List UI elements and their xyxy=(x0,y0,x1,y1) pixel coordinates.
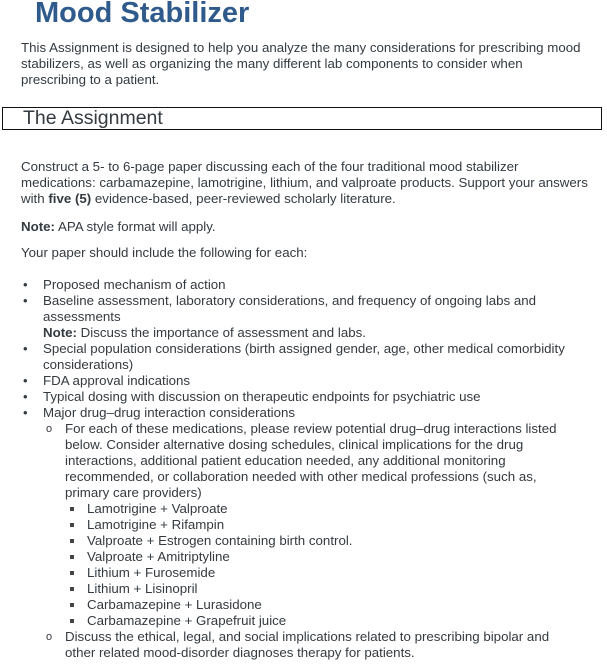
document-title: Mood Stabilizer xyxy=(35,0,250,29)
interactions-list xyxy=(65,501,565,629)
apa-note xyxy=(21,219,591,235)
paragraph-text-end: evidence-based, peer-reviewed scholarly literature. xyxy=(91,191,396,206)
sub-list-item-text: For each of these medications, please review potential drug–drug interactions listed below. Consider alternative dosing schedules, clinical implications for the drug interactions, additional patient education needed, any additional monitoring recommended, or collaboration needed with other medical professions (such as, primary care providers) xyxy=(65,421,557,500)
requirements-list xyxy=(0,277,600,661)
note-text: APA style format will apply. xyxy=(54,219,216,234)
interaction-item xyxy=(65,533,565,549)
section-title: The Assignment xyxy=(23,107,163,129)
bullet-icon: • xyxy=(23,293,28,308)
bullet-icon: • xyxy=(23,389,28,404)
interaction-item xyxy=(65,501,565,517)
list-item xyxy=(0,373,600,389)
note-label: Note: xyxy=(43,325,77,340)
list-item-text: Special population considerations (birth assigned gender, age, other medical comorbidity considerations) xyxy=(43,341,565,372)
assignment-paragraph xyxy=(21,159,591,207)
note-text: Discuss the importance of assessment and labs. xyxy=(76,325,366,340)
list-item xyxy=(0,277,600,293)
list-item-text: FDA approval indications xyxy=(43,373,191,388)
bullet-icon: • xyxy=(23,405,28,420)
intro-paragraph: This Assignment is designed to help you analyze the many considerations for prescribing mood stabilizers, as well as organizing the many different lab components to consider when prescribing to a patient. xyxy=(21,40,581,87)
paragraph-bold-count: five (5) xyxy=(48,191,92,206)
interaction-text: Lithium + Lisinopril xyxy=(87,581,198,596)
list-item-text: Baseline assessment, laboratory considerations, and frequency of ongoing labs and assessments xyxy=(43,293,537,324)
square-bullet-icon xyxy=(70,555,74,559)
interaction-text: Lamotrigine + Valproate xyxy=(87,501,228,516)
note-label: Note: xyxy=(21,219,55,234)
interaction-text: Lamotrigine + Rifampin xyxy=(87,517,225,532)
list-item xyxy=(0,341,600,373)
interaction-item xyxy=(65,613,565,629)
interaction-text: Carbamazepine + Grapefruit juice xyxy=(87,613,287,628)
paragraph-text: Construct a 5- to 6-page paper discussing each of the four traditional mood stabilizer medications: carbamazepine, lamotrigine, lithium, and valproate products. Support your answers with xyxy=(21,159,588,206)
interaction-text: Carbamazepine + Lurasidone xyxy=(87,597,262,612)
square-bullet-icon xyxy=(70,539,74,543)
list-item-text: Proposed mechanism of action xyxy=(43,277,226,292)
circle-bullet-icon: o xyxy=(46,631,53,643)
interaction-text: Valproate + Estrogen containing birth control. xyxy=(87,533,353,548)
bullet-icon: • xyxy=(23,373,28,388)
list-item-text: Major drug–drug interaction considerations xyxy=(43,405,296,420)
interaction-item xyxy=(65,581,565,597)
interaction-item xyxy=(65,517,565,533)
list-item-text: Typical dosing with discussion on therapeutic endpoints for psychiatric use xyxy=(43,389,481,404)
list-item xyxy=(0,389,600,405)
section-header-box xyxy=(2,107,602,130)
circle-bullet-icon: o xyxy=(46,423,53,435)
include-intro: Your paper should include the following for each: xyxy=(21,245,308,260)
square-bullet-icon xyxy=(70,603,74,607)
sub-list-item-text: Discuss the ethical, legal, and social implications related to prescribing bipolar and other related mood-disorder diagnoses therapy for patients. xyxy=(65,629,550,660)
square-bullet-icon xyxy=(70,571,74,575)
square-bullet-icon xyxy=(70,619,74,623)
square-bullet-icon xyxy=(70,507,74,511)
list-item xyxy=(0,405,600,661)
interaction-item xyxy=(65,565,565,581)
interaction-text: Lithium + Furosemide xyxy=(87,565,216,580)
sub-list xyxy=(43,421,600,661)
interaction-text: Valproate + Amitriptyline xyxy=(87,549,230,564)
interaction-item xyxy=(65,549,565,565)
sub-list-item xyxy=(43,421,565,629)
square-bullet-icon xyxy=(70,523,74,527)
sub-list-item xyxy=(43,629,565,661)
list-item xyxy=(0,293,600,341)
bullet-icon: • xyxy=(23,277,28,292)
interaction-item xyxy=(65,597,565,613)
bullet-icon: • xyxy=(23,341,28,356)
square-bullet-icon xyxy=(70,587,74,591)
